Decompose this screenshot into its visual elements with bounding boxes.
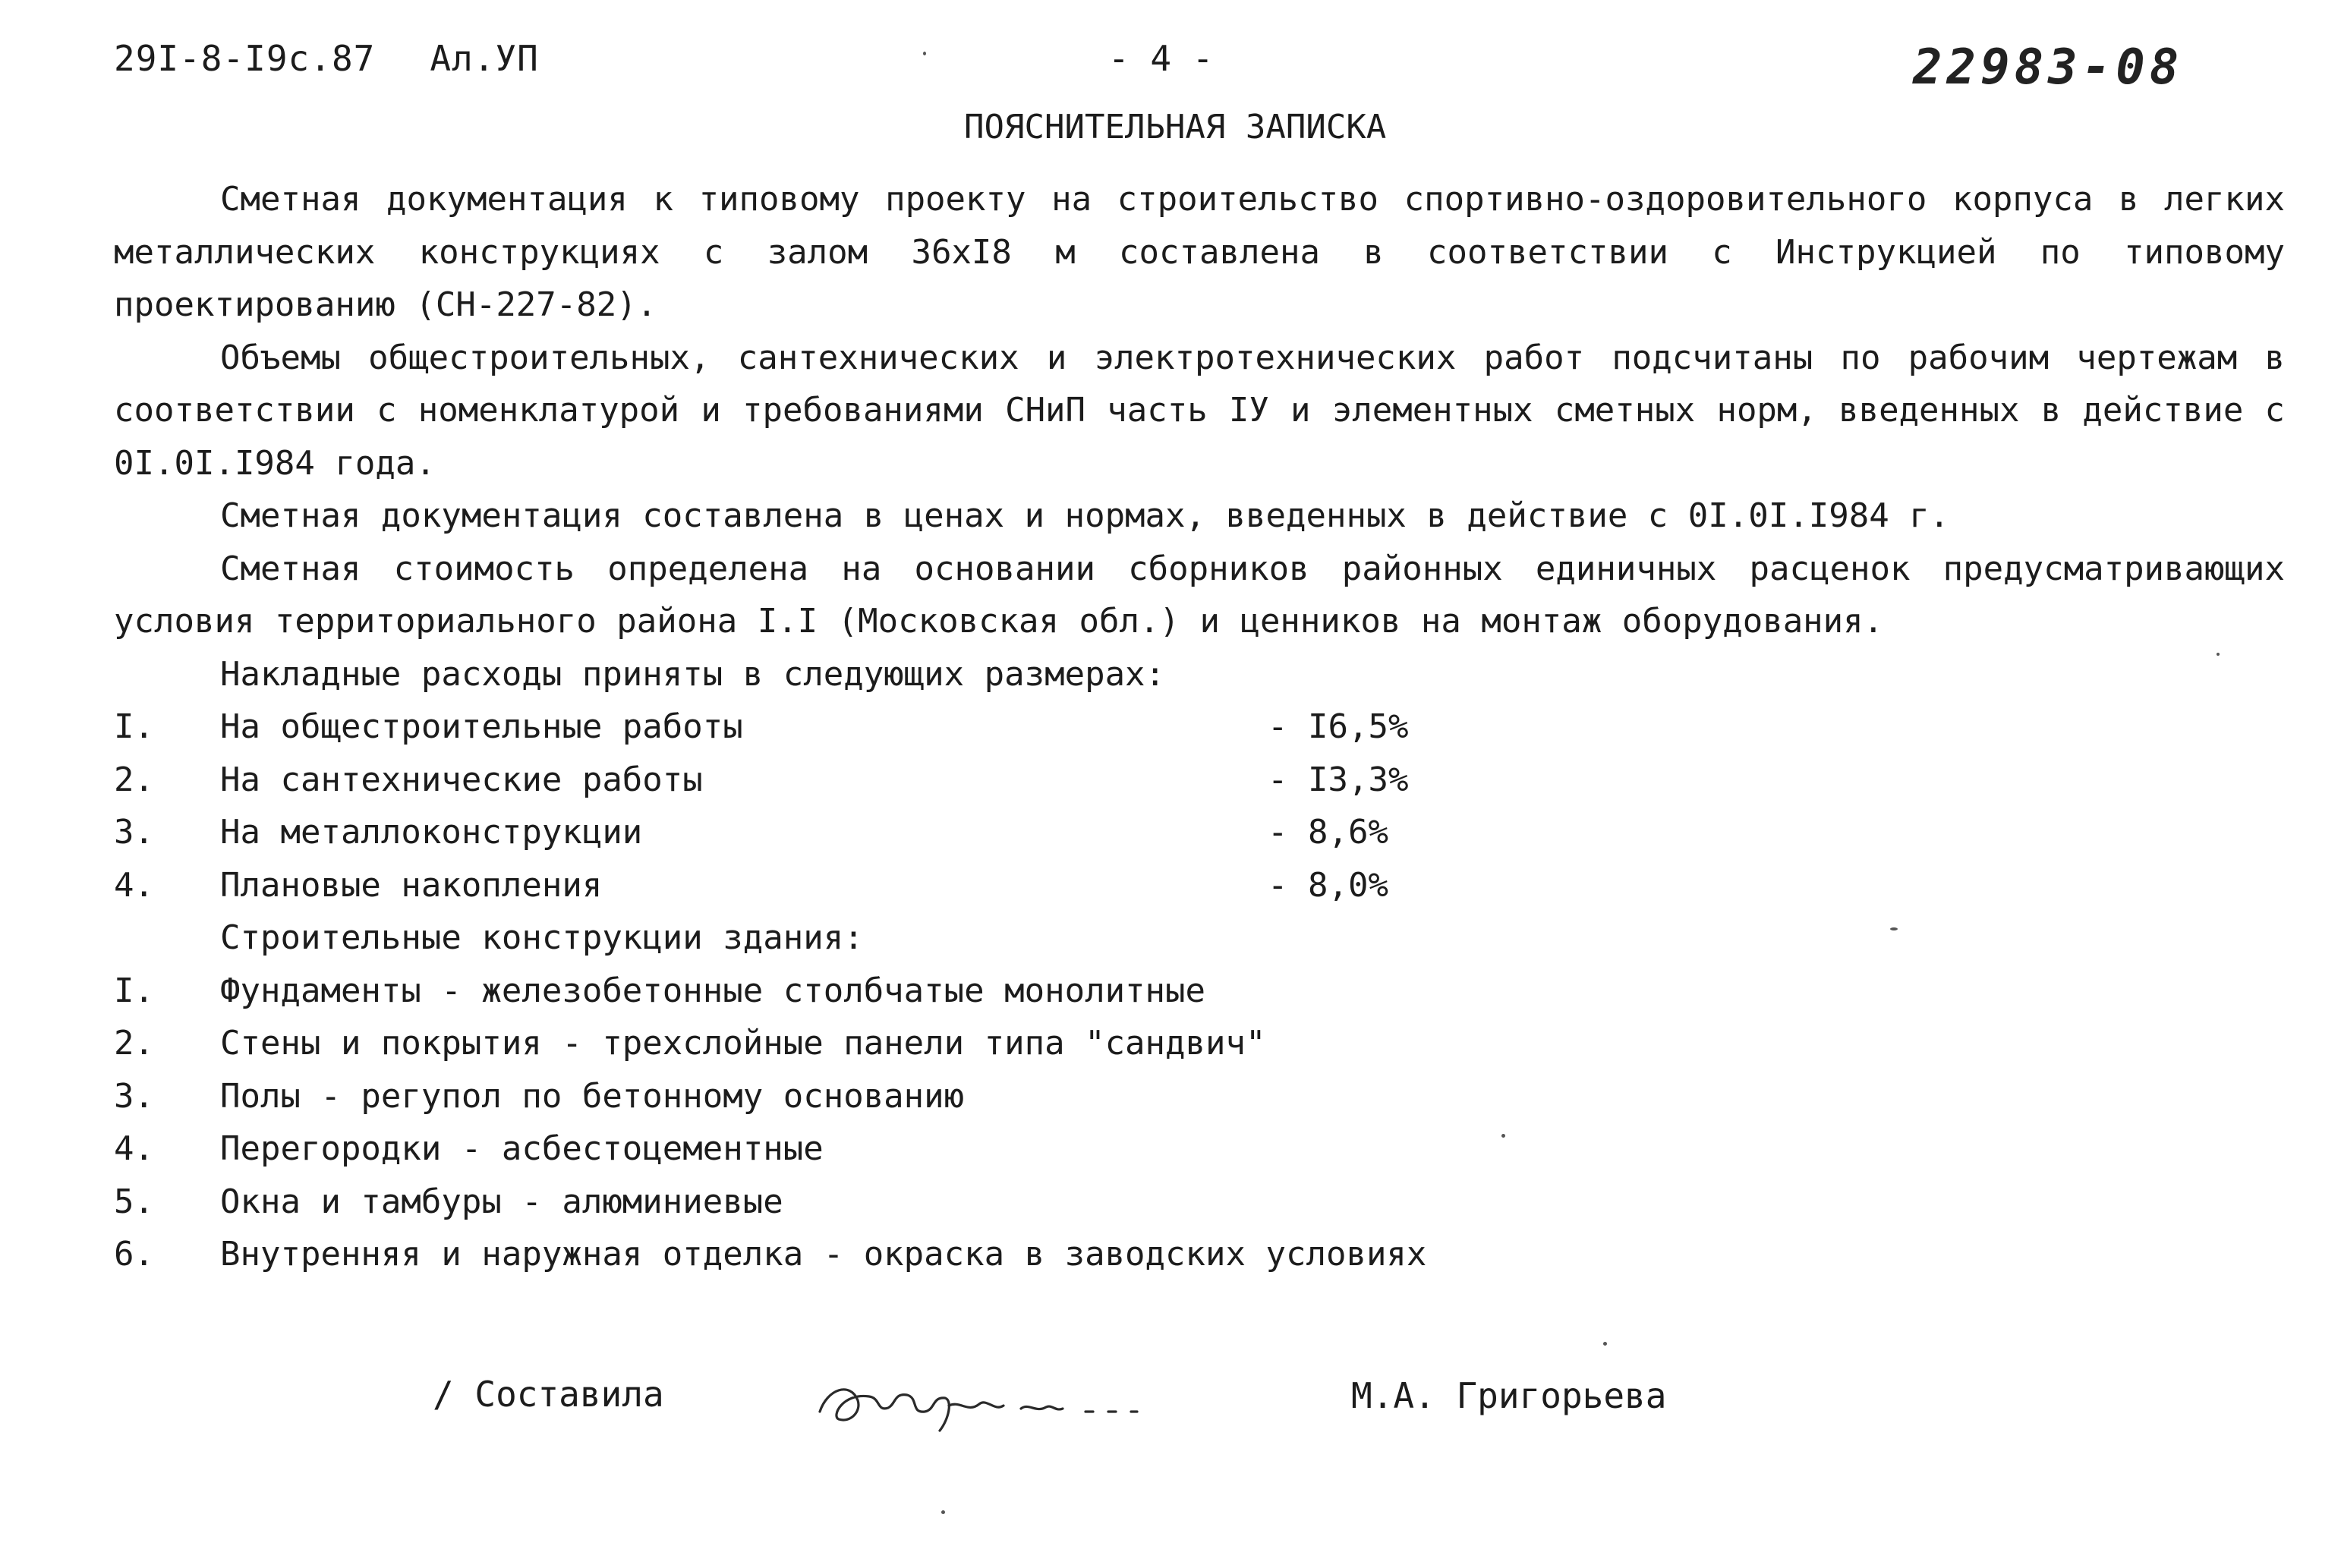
- overheads-heading: Накладные расходы приняты в следующих размерах:: [220, 654, 1166, 694]
- structure-item: [114, 965, 2285, 1018]
- album-code: Ал.УП: [430, 38, 539, 79]
- structure-item: [114, 1176, 2285, 1229]
- structure-item-number: 3.: [114, 1076, 154, 1116]
- scan-speck: [1890, 927, 1898, 930]
- structure-item-label: Окна и тамбуры - алюминиевые: [220, 1182, 783, 1221]
- structure-item-number: 4.: [114, 1129, 154, 1168]
- overhead-item-number: 2.: [114, 760, 154, 799]
- structure-item-label: Фундаменты - железобетонные столбчатые монолитные: [220, 971, 1206, 1010]
- document-body: [114, 173, 2285, 1281]
- scan-speck: [923, 52, 926, 55]
- paragraph-cost-basis: Сметная стоимость определена на основании сборников районных единичных расценок предусматривающих условия территориального района I.I (Московская обл.) и ценников на монтаж оборудования.: [114, 549, 2285, 641]
- overhead-item-rate: - 8,6%: [1268, 813, 1388, 852]
- sheet-number-handwritten: 22983-08: [1913, 39, 2184, 96]
- paragraph-prices: Сметная документация составлена в ценах и нормах, введенных в действие с 0I.0I.I984 г.: [220, 496, 1950, 535]
- overhead-item-rate: - I6,5%: [1268, 707, 1409, 746]
- structure-item: [114, 1122, 2285, 1176]
- overhead-item-label: На металлоконструкции: [220, 813, 643, 852]
- structure-item: [114, 1228, 2285, 1281]
- scan-speck: [2217, 653, 2220, 656]
- structure-item-number: 2.: [114, 1024, 154, 1063]
- paragraph-volumes: Объемы общестроительных, сантехнических и электротехнических работ подсчитаны по рабочим чертежам в соответствии с номенклатурой и требованиями СНиП часть IУ и элементных сметных норм, введенных в действие с 0I.0I.I984 года.: [114, 338, 2285, 483]
- structure-item-number: 5.: [114, 1182, 154, 1221]
- overhead-item: [114, 701, 2285, 754]
- structure-item-number: 6.: [114, 1235, 154, 1274]
- overhead-item-label: На сантехнические работы: [220, 760, 703, 799]
- structure-item-label: Внутренняя и наружная отделка - окраска в заводских условиях: [220, 1235, 1427, 1274]
- structure-item-number: I.: [114, 971, 154, 1010]
- overhead-item: [114, 806, 2285, 859]
- compiled-by-label: / Составила: [433, 1374, 664, 1415]
- compiler-name: М.А. Григорьева: [1351, 1375, 1667, 1416]
- paragraph-scope: Сметная документация к типовому проекту на строительство спортивно-оздоровительного корпуса в легких металлических конструкциях с залом 36хI8 м составлена в соответствии с Инструкцией по типовому проектированию (СН-227-82).: [114, 180, 2285, 324]
- overhead-item-number: I.: [114, 707, 154, 746]
- doc-code: 29I-8-I9с.87: [114, 38, 376, 79]
- document-code-header: [114, 38, 594, 79]
- overhead-item-rate: - 8,0%: [1268, 865, 1388, 905]
- structures-heading: Строительные конструкции здания:: [220, 918, 864, 957]
- overhead-item-number: 4.: [114, 865, 154, 905]
- structure-item-label: Стены и покрытия - трехслойные панели типа "сандвич": [220, 1024, 1266, 1063]
- document-title: ПОЯСНИТЕЛЬНАЯ ЗАПИСКА: [964, 108, 1387, 146]
- scan-speck: [1603, 1342, 1607, 1346]
- structure-item-label: Полы - регупол по бетонному основанию: [220, 1076, 965, 1116]
- structure-item: [114, 1070, 2285, 1123]
- overheads-list: [114, 701, 2285, 912]
- overhead-item-number: 3.: [114, 813, 154, 852]
- overhead-item: [114, 859, 2285, 912]
- overhead-item-rate: - I3,3%: [1268, 760, 1409, 799]
- scan-speck: [1501, 1134, 1505, 1138]
- overhead-item-label: Плановые накопления: [220, 865, 603, 905]
- structure-item-label: Перегородки - асбестоцементные: [220, 1129, 824, 1168]
- handwritten-signature: [805, 1359, 1215, 1442]
- scan-speck: [941, 1510, 945, 1514]
- overhead-item-label: На общестроительные работы: [220, 707, 743, 746]
- overhead-item: [114, 754, 2285, 807]
- page-number: - 4 -: [1108, 38, 1214, 79]
- structure-item: [114, 1017, 2285, 1070]
- structures-list: [114, 965, 2285, 1281]
